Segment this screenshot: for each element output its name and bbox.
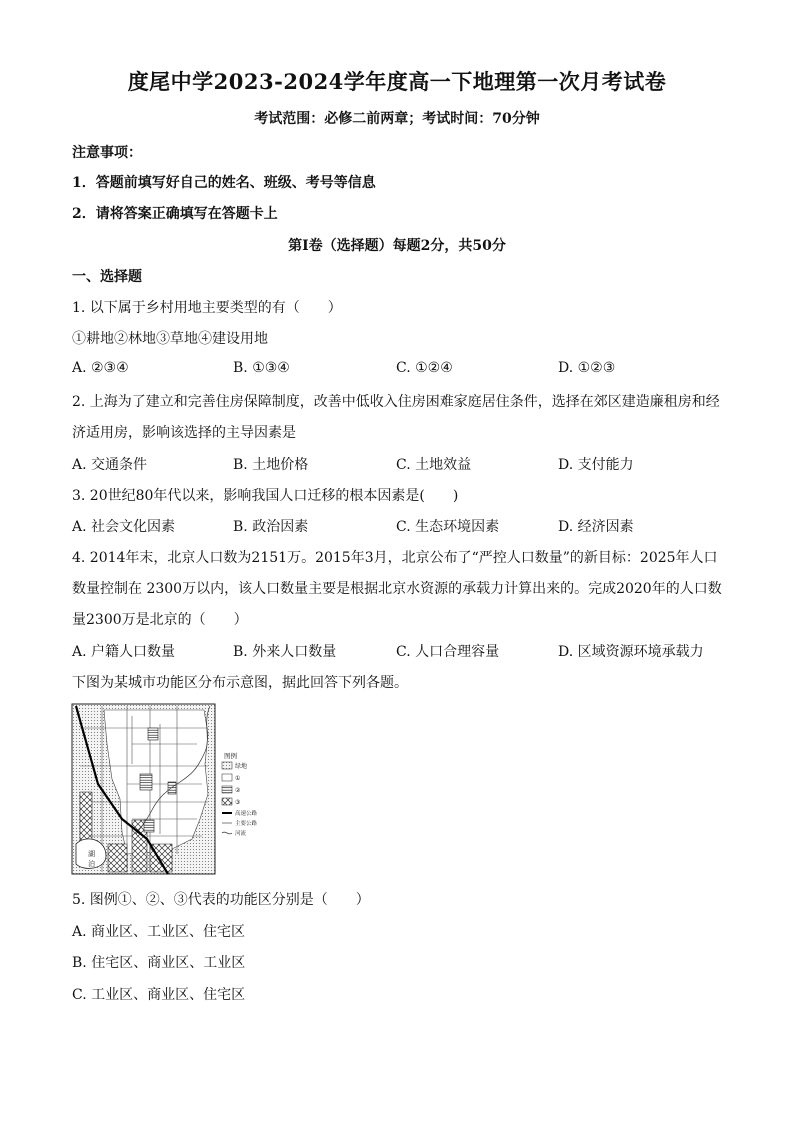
q5-option-a: A. 商业区、工业区、住宅区 bbox=[72, 924, 246, 940]
zone-3-south-1 bbox=[108, 844, 127, 872]
q2-option-c: C. 土地效益 bbox=[396, 457, 472, 473]
q3-option-b: B. 政治因素 bbox=[233, 519, 309, 535]
q2-stem-line2: 济适用房，影响该选择的主导因素是 bbox=[72, 425, 296, 441]
zone-3-west bbox=[80, 792, 92, 844]
q4-stem-line3: 量2300万是北京的（ ） bbox=[72, 612, 248, 628]
q5-option-c: C. 工业区、商业区、住宅区 bbox=[72, 987, 246, 1003]
notice-heading: 注意事项： bbox=[72, 145, 142, 161]
q3-option-a: A. 社会文化因素 bbox=[72, 519, 176, 535]
legend-greenbelt: 绿地 bbox=[235, 763, 248, 770]
legend-zone-1: ① bbox=[235, 775, 241, 782]
legend-main-road: 主要公路 bbox=[235, 821, 258, 827]
notice-item-2: 2．请将答案正确填写在答题卡上 bbox=[72, 206, 278, 222]
q4-option-c: C. 人口合理容量 bbox=[396, 644, 500, 660]
q4-option-a: A. 户籍人口数量 bbox=[72, 644, 176, 660]
legend-zone-2: ② bbox=[235, 787, 241, 794]
q1-option-a: A. ②③④ bbox=[72, 360, 129, 376]
q4-stem: 4. 2014年末，北京人口数为2151万。2015年3月，北京公布了“严控人口数量”的新目标：2025年人口 bbox=[72, 550, 718, 566]
figure-intro: 下图为某城市功能区分布示意图，据此回答下列各题。 bbox=[72, 675, 408, 691]
q4-stem-line2: 数量控制在 2300万以内，该人口数量主要是根据北京水资源的承载力计算出来的。完成2020年的人口数 bbox=[72, 581, 722, 597]
q3-stem: 3. 20世纪80年代以来，影响我国人口迁移的根本因素是( ) bbox=[72, 488, 459, 504]
legend-expressway: 高速公路 bbox=[235, 811, 258, 817]
exam-subtitle: 考试范围：必修二前两章；考试时间：70分钟 bbox=[254, 111, 540, 127]
q2-option-a: A. 交通条件 bbox=[72, 457, 148, 473]
q5-option-b: B. 住宅区、商业区、工业区 bbox=[72, 955, 246, 971]
q3-option-c: C. 生态环境因素 bbox=[396, 519, 500, 535]
legend-title: 图例 bbox=[224, 752, 237, 760]
q2-option-d: D. 支付能力 bbox=[558, 457, 634, 473]
q1-stem: 1. 以下属于乡村用地主要类型的有（ ） bbox=[72, 300, 342, 316]
exam-title: 度尾中学2023-2024学年度高一下地理第一次月考试卷 bbox=[127, 69, 667, 94]
zone-2-block-2 bbox=[140, 774, 152, 790]
notice-item-1: 1．答题前填写好自己的姓名、班级、考号等信息 bbox=[72, 175, 376, 191]
zone-2-block-3 bbox=[168, 782, 176, 794]
q1-option-b: B. ①③④ bbox=[233, 360, 290, 376]
zone-2-block-1 bbox=[148, 728, 158, 740]
map-legend bbox=[218, 748, 280, 860]
lake-label-2: 泊 bbox=[88, 860, 95, 868]
lake-label-1: 湖 bbox=[88, 850, 95, 858]
legend-zone-3: ③ bbox=[235, 799, 241, 806]
q5-stem: 5. 图例①、②、③代表的功能区分别是（ ） bbox=[72, 892, 370, 908]
q1-stem-line2: ①耕地②林地③草地④建设用地 bbox=[72, 331, 268, 347]
q1-option-c: C. ①②④ bbox=[396, 360, 453, 376]
q4-option-d: D. 区域资源环境承载力 bbox=[558, 644, 704, 660]
part1-heading: 第I卷（选择题）每题2分，共50分 bbox=[288, 238, 506, 254]
q4-option-b: B. 外来人口数量 bbox=[233, 644, 337, 660]
city-function-map bbox=[72, 704, 258, 874]
q3-option-d: D. 经济因素 bbox=[558, 519, 634, 535]
zone-2-block-4 bbox=[144, 820, 154, 832]
q1-option-d: D. ①②③ bbox=[558, 360, 616, 376]
q2-option-b: B. 土地价格 bbox=[233, 457, 309, 473]
q2-stem: 2. 上海为了建立和完善住房保障制度，改善中低收入住房困难家庭居住条件，选择在郊区建造廉租房和经 bbox=[72, 394, 720, 410]
section-heading: 一、选择题 bbox=[72, 269, 142, 285]
legend-river: 河流 bbox=[235, 831, 247, 837]
